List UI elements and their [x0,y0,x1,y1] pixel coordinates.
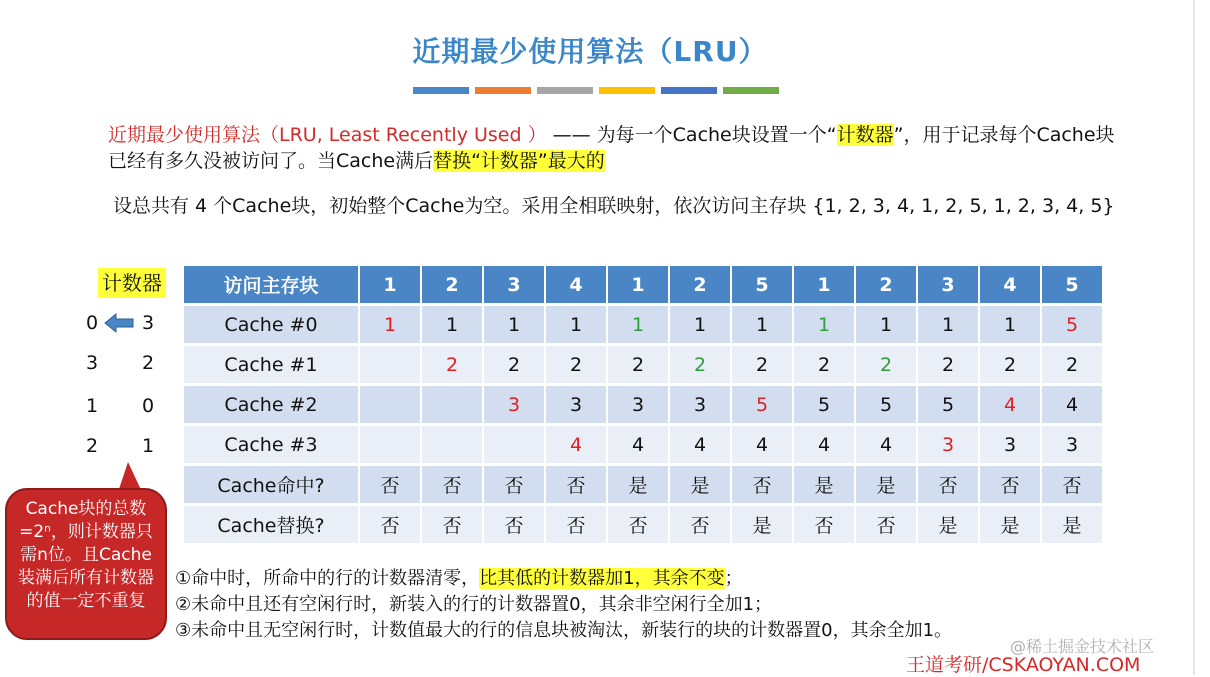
color-bar-segment [537,87,593,94]
table-row [184,306,1102,343]
rule-1 [175,566,952,592]
replace-row-cell: 是 [1042,506,1102,543]
example-paragraph: 设总共有 4 个Cache块，初始整个Cache为空。采用全相联映射，依次访问主存块 {1, 2, 3, 4, 1, 2, 5, 1, 2, 3, 4, 5} [113,195,1115,217]
replace-row-cell: 否 [484,506,544,543]
replace-row [184,506,1102,543]
cache-cell: 2 [1042,346,1102,383]
cache-cell: 1 [422,306,482,343]
replace-row-cell: 是 [732,506,792,543]
hit-row-cell: 是 [608,466,668,503]
rule-1-text: ①命中时，所命中的行的计数器清零， [175,568,480,589]
cache-cell: 2 [484,346,544,383]
cache-cell: 1 [484,306,544,343]
lru-table [182,263,1104,546]
cache-cell: 4 [608,426,668,463]
counter-right-1: 2 [141,352,155,374]
cache-cell: 1 [732,306,792,343]
counter-right-2: 0 [141,395,155,417]
cache-cell: 5 [1042,306,1102,343]
sequence-cell: 2 [670,266,730,303]
cache-row-label: Cache #3 [184,426,358,463]
counter-left-0: 0 [85,312,99,334]
table-row [184,346,1102,383]
cache-cell: 2 [732,346,792,383]
title-color-bar [413,87,779,94]
cache-row-label: Cache #0 [184,306,358,343]
brand-footer: 王道考研/CSKAOYAN.COM [906,654,1141,676]
cache-cell: 3 [670,386,730,423]
counter-right-3: 1 [141,435,155,457]
sequence-cell: 4 [980,266,1040,303]
cache-cell [360,346,420,383]
cache-cell: 5 [732,386,792,423]
cache-cell: 4 [732,426,792,463]
callout-note: Cache块的总数=2ⁿ，则计数器只需n位。且Cache装满后所有计数器的值一定不重复 [5,488,167,640]
cache-cell: 4 [980,386,1040,423]
sequence-cell: 2 [422,266,482,303]
color-bar-segment [599,87,655,94]
sequence-cell: 4 [546,266,606,303]
cache-cell: 5 [856,386,916,423]
cache-cell [360,386,420,423]
cache-cell [360,426,420,463]
color-bar-segment [723,87,779,94]
cache-row-label: Cache #2 [184,386,358,423]
cache-cell: 4 [546,426,606,463]
rule-2: ②未命中且还有空闲行时，新装入的行的计数器置0，其余非空闲行全加1； [175,594,773,615]
cache-cell: 5 [918,386,978,423]
replace-row-cell: 是 [980,506,1040,543]
rule-3: ③未命中且无空闲行时，计数值最大的行的信息块被淘汰，新装行的块的计数器置0，其余全加1。 [175,620,953,641]
table-row [184,386,1102,423]
replace-row-cell: 否 [794,506,854,543]
cache-cell: 2 [794,346,854,383]
rule-1-end: ； [724,568,743,589]
cache-cell [422,426,482,463]
hit-row-cell: 否 [1042,466,1102,503]
cache-cell: 3 [980,426,1040,463]
color-bar-segment [475,87,531,94]
rule-1-highlight: 比其低的计数器加1，其余不变 [479,568,725,589]
cache-cell: 2 [670,346,730,383]
cache-row-label: Cache #1 [184,346,358,383]
sequence-cell: 1 [608,266,668,303]
replace-row-cell: 否 [360,506,420,543]
hit-row [184,466,1102,503]
replace-row-cell: 否 [546,506,606,543]
counter-left-2: 1 [85,395,99,417]
cache-cell: 2 [980,346,1040,383]
cache-cell: 1 [794,306,854,343]
cache-cell: 4 [856,426,916,463]
hit-row-cell: 否 [980,466,1040,503]
rules-list [175,566,952,644]
header-label-cell: 访问主存块 [184,266,358,303]
definition-counter-word: 计数器 [836,124,894,146]
definition-dash: —— 为每一个Cache块设置一个“ [546,124,837,146]
cache-cell: 3 [608,386,668,423]
counter-right-0: 3 [141,312,155,334]
hit-row-cell: 否 [422,466,482,503]
table-row [184,426,1102,463]
hit-row-label: Cache命中? [184,466,358,503]
hit-row-cell: 否 [484,466,544,503]
cache-cell: 2 [856,346,916,383]
cache-cell: 3 [546,386,606,423]
sequence-cell: 3 [918,266,978,303]
hit-row-cell: 是 [856,466,916,503]
cache-cell: 5 [794,386,854,423]
replace-row-cell: 否 [608,506,668,543]
cache-cell: 3 [484,386,544,423]
definition-rest: ”，用于记录每个Cache块已经有多久没被访问了。当Cache满后 [108,124,1115,172]
cache-cell: 3 [1042,426,1102,463]
counter-label: 计数器 [98,268,166,298]
sequence-cell: 2 [856,266,916,303]
cache-cell: 4 [670,426,730,463]
watermark: @稀土掘金技术社区 [1010,637,1155,656]
sequence-cell: 5 [732,266,792,303]
cache-cell: 2 [422,346,482,383]
cache-cell: 2 [608,346,668,383]
cache-cell [484,426,544,463]
hit-row-cell: 否 [546,466,606,503]
cache-cell: 1 [980,306,1040,343]
sequence-cell: 1 [360,266,420,303]
counter-left-3: 2 [85,435,99,457]
hit-row-cell: 否 [918,466,978,503]
table-header-row [184,266,1102,303]
cache-cell: 2 [918,346,978,383]
hit-row-cell: 否 [732,466,792,503]
replace-row-cell: 否 [670,506,730,543]
cache-cell: 1 [608,306,668,343]
cache-cell: 1 [856,306,916,343]
hit-row-cell: 是 [794,466,854,503]
replace-row-cell: 否 [856,506,916,543]
cache-cell: 4 [794,426,854,463]
hit-row-cell: 是 [670,466,730,503]
cache-cell: 1 [918,306,978,343]
definition-paragraph [108,122,1118,174]
replace-row-label: Cache替换? [184,506,358,543]
cache-cell: 4 [1042,386,1102,423]
slide-title: 近期最少使用算法（LRU） [412,35,768,68]
counter-left-1: 3 [85,352,99,374]
hit-row-cell: 否 [360,466,420,503]
cache-cell [422,386,482,423]
slide-edge-rule [1193,0,1195,675]
replace-row-cell: 否 [422,506,482,543]
replace-row-cell: 是 [918,506,978,543]
left-arrow-icon [104,312,134,334]
cache-cell: 3 [918,426,978,463]
definition-replace: 替换“计数器”最大的 [433,150,605,172]
cache-cell: 1 [670,306,730,343]
cache-cell: 1 [546,306,606,343]
color-bar-segment [413,87,469,94]
definition-term: 近期最少使用算法（LRU, Least Recently Used ） [108,124,547,146]
sequence-cell: 5 [1042,266,1102,303]
color-bar-segment [661,87,717,94]
sequence-cell: 3 [484,266,544,303]
cache-cell: 2 [546,346,606,383]
sequence-cell: 1 [794,266,854,303]
cache-cell: 1 [360,306,420,343]
